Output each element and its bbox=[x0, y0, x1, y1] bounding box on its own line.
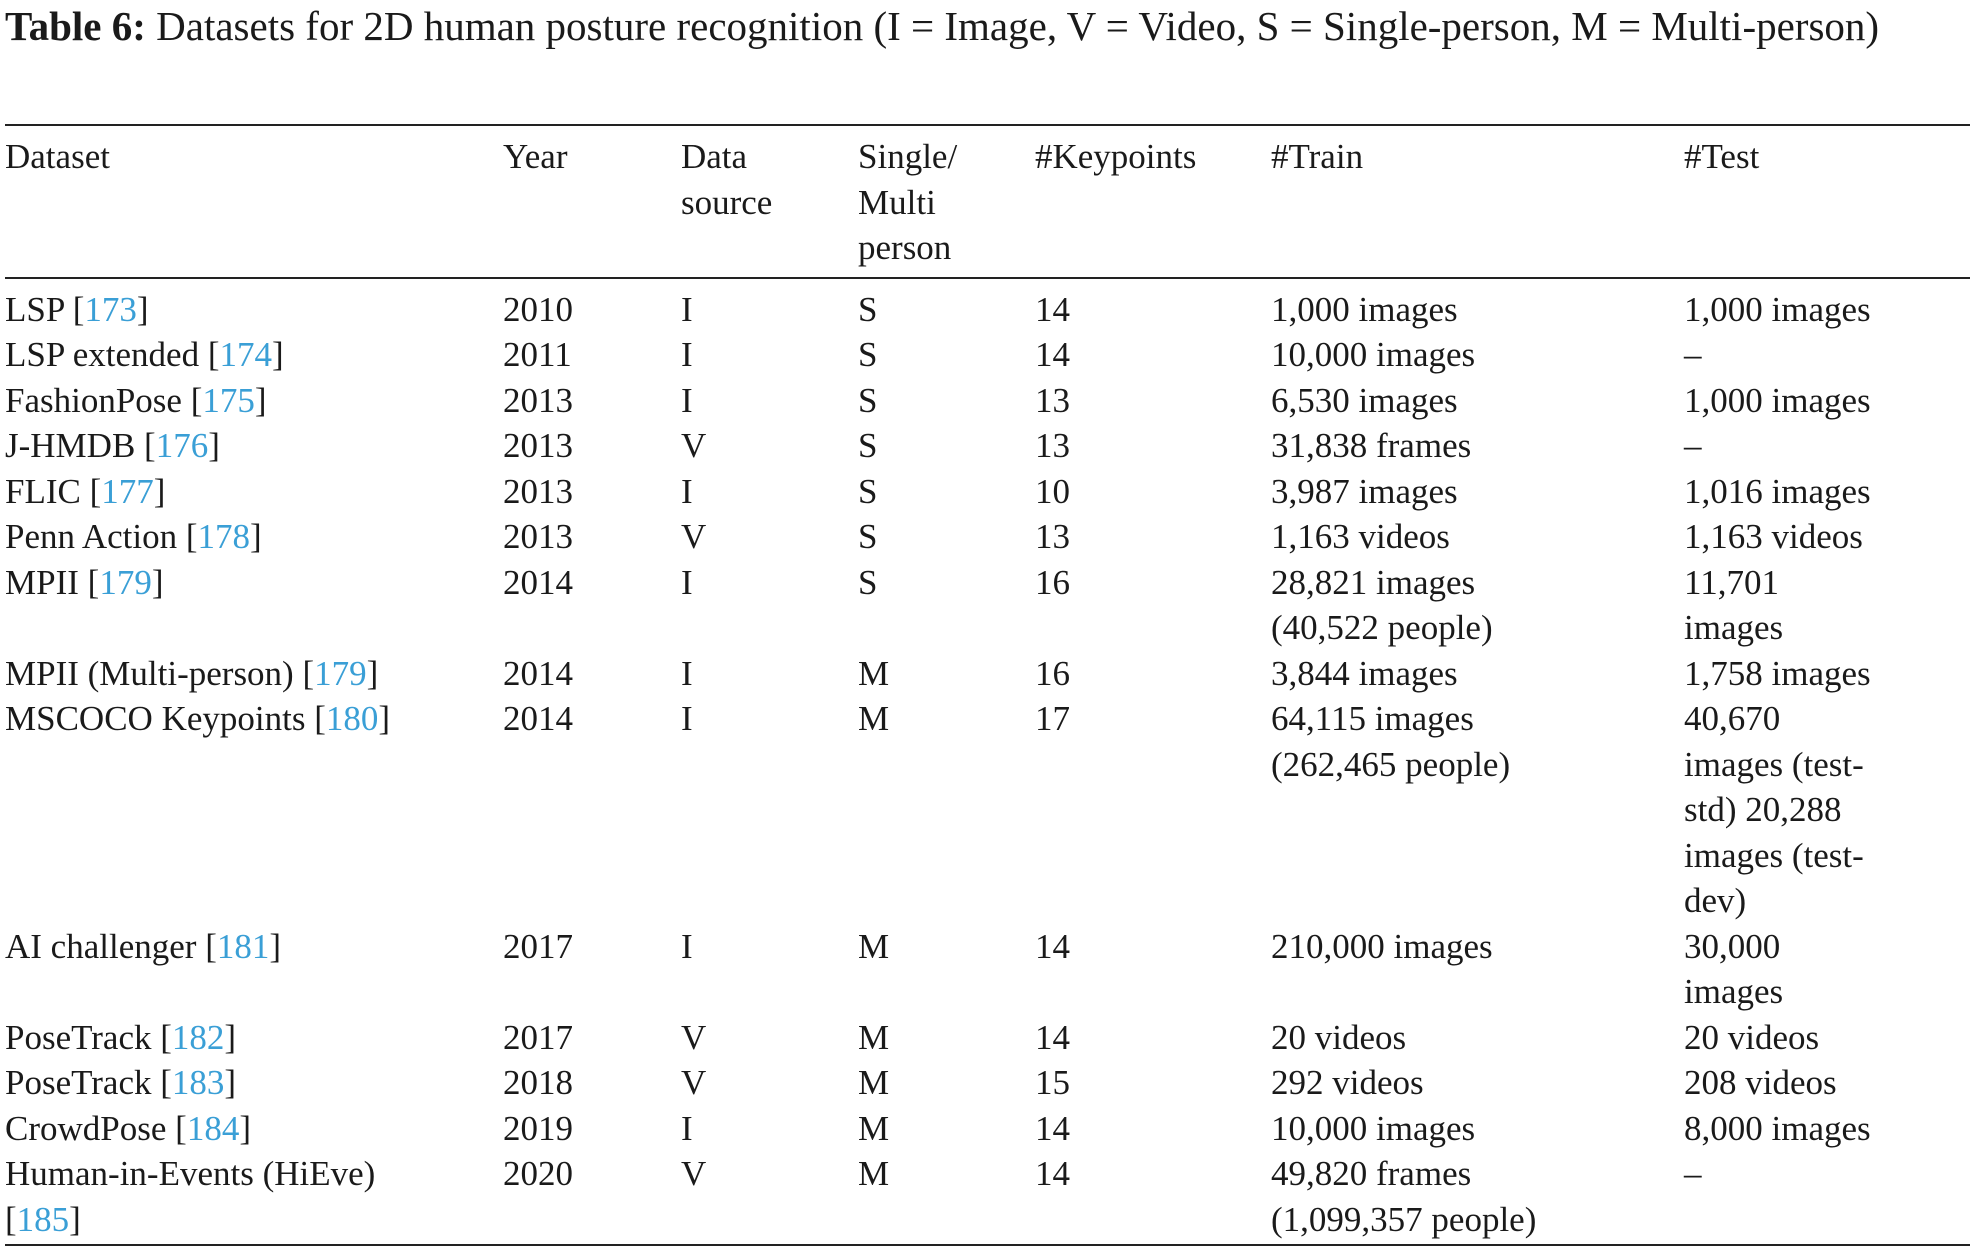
cell-single-multi-text: M bbox=[858, 1154, 890, 1193]
dataset-name: FLIC bbox=[5, 471, 81, 511]
cell-test-text: 11,701 images bbox=[1684, 562, 1784, 647]
cell-year bbox=[503, 423, 681, 469]
cell-data-source-text: V bbox=[681, 1154, 707, 1193]
header-dataset: Dataset bbox=[5, 137, 110, 176]
cell-single-multi bbox=[858, 1106, 1035, 1152]
cell-test-text: 8,000 images bbox=[1684, 1108, 1871, 1148]
cell-year bbox=[503, 651, 681, 697]
cell-train bbox=[1271, 469, 1684, 515]
table-caption bbox=[5, 0, 1970, 52]
header-keypoints: #Keypoints bbox=[1035, 137, 1197, 176]
header-train: #Train bbox=[1271, 137, 1364, 176]
cell-train-text: 64,115 images (262,465 people) bbox=[1271, 699, 1511, 784]
cell-single-multi-text: M bbox=[858, 653, 890, 693]
cell-single-multi-text: S bbox=[858, 335, 878, 374]
table-row bbox=[5, 924, 1970, 1015]
cell-year bbox=[503, 924, 681, 1015]
cell-train bbox=[1271, 1015, 1684, 1061]
cell-keypoints-text: 14 bbox=[1035, 1108, 1070, 1148]
cell-year bbox=[503, 514, 681, 560]
document-page bbox=[5, 0, 1970, 1239]
cell-single-multi-text: S bbox=[858, 289, 878, 329]
cell-year bbox=[503, 1060, 681, 1106]
cell-train-text: 20 videos bbox=[1271, 1017, 1407, 1057]
cell-single-multi bbox=[858, 469, 1035, 515]
citation-link[interactable]: 178 bbox=[197, 517, 250, 556]
dataset-name: MPII (Multi-person) bbox=[5, 653, 294, 693]
cell-data-source-text: V bbox=[681, 426, 707, 465]
cell-dataset bbox=[5, 696, 503, 924]
cell-year bbox=[503, 696, 681, 924]
cell-data-source-text: I bbox=[681, 699, 693, 738]
dataset-name: FashionPose bbox=[5, 380, 182, 420]
cell-train bbox=[1271, 1060, 1684, 1106]
cell-test-text: 1,016 images bbox=[1684, 471, 1871, 511]
cell-data-source bbox=[681, 278, 858, 333]
table-row bbox=[5, 1060, 1970, 1106]
cell-dataset bbox=[5, 423, 503, 469]
cell-dataset bbox=[5, 560, 503, 651]
cell-data-source-text: V bbox=[681, 517, 707, 556]
cell-data-source-text: I bbox=[681, 335, 693, 374]
cell-data-source-text: I bbox=[681, 471, 693, 511]
cell-single-multi bbox=[858, 423, 1035, 469]
cell-data-source bbox=[681, 1106, 858, 1152]
dataset-name: LSP extended bbox=[5, 335, 200, 374]
citation-link[interactable]: 173 bbox=[84, 289, 137, 329]
cell-train-text: 3,987 images bbox=[1271, 471, 1458, 511]
cell-test bbox=[1684, 696, 1970, 924]
cell-year-text: 2014 bbox=[503, 699, 573, 738]
cell-single-multi bbox=[858, 1151, 1035, 1245]
cell-single-multi-text: S bbox=[858, 426, 878, 465]
cell-train bbox=[1271, 1106, 1684, 1152]
cell-dataset bbox=[5, 278, 503, 333]
cell-dataset-wrap: J-HMDB [176] bbox=[5, 426, 220, 465]
cell-test bbox=[1684, 1106, 1970, 1152]
cell-single-multi-text: M bbox=[858, 1017, 890, 1057]
cell-single-multi bbox=[858, 278, 1035, 333]
header-data-source-text: Data source bbox=[681, 137, 773, 222]
dataset-name: PoseTrack bbox=[5, 1017, 152, 1057]
cell-keypoints-text: 13 bbox=[1035, 517, 1070, 556]
cell-test-text: 1,000 images bbox=[1684, 289, 1871, 329]
table-row bbox=[5, 278, 1970, 333]
cell-year-text: 2013 bbox=[503, 471, 573, 511]
cell-train bbox=[1271, 1151, 1684, 1245]
citation-link[interactable]: 184 bbox=[186, 1108, 240, 1148]
cell-test-text: 30,000 images bbox=[1684, 926, 1784, 1011]
cell-dataset-wrap: Human-in-Events (HiEve) [185] bbox=[5, 1154, 376, 1239]
cell-dataset-wrap: LSP extended [174] bbox=[5, 335, 284, 374]
cell-data-source bbox=[681, 924, 858, 1015]
citation-link[interactable]: 183 bbox=[171, 1063, 225, 1102]
cell-dataset-wrap: PoseTrack [182] bbox=[5, 1017, 237, 1057]
cell-train-text: 3,844 images bbox=[1271, 653, 1458, 693]
citation-link[interactable]: 185 bbox=[16, 1199, 70, 1239]
cell-single-multi-text: M bbox=[858, 1108, 890, 1148]
cell-data-source bbox=[681, 560, 858, 651]
cell-year-text: 2014 bbox=[503, 653, 573, 693]
dataset-name: MPII bbox=[5, 562, 79, 602]
cell-keypoints-text: 13 bbox=[1035, 380, 1070, 420]
cell-year bbox=[503, 1151, 681, 1245]
cell-train bbox=[1271, 514, 1684, 560]
cell-keypoints-text: 14 bbox=[1035, 289, 1070, 329]
dataset-name: PoseTrack bbox=[5, 1063, 152, 1102]
cell-dataset bbox=[5, 514, 503, 560]
cell-dataset bbox=[5, 1106, 503, 1152]
cell-test-text: 1,758 images bbox=[1684, 653, 1871, 693]
cell-keypoints-text: 16 bbox=[1035, 653, 1070, 693]
cell-train-text: 28,821 images (40,522 people) bbox=[1271, 562, 1493, 647]
cell-year bbox=[503, 378, 681, 424]
cell-single-multi-text: M bbox=[858, 1063, 890, 1102]
table-header-row bbox=[5, 125, 1970, 278]
cell-train-text: 1,163 videos bbox=[1271, 517, 1450, 556]
cell-keypoints bbox=[1035, 514, 1271, 560]
cell-test bbox=[1684, 1060, 1970, 1106]
cell-test-text: – bbox=[1684, 335, 1702, 374]
cell-year-text: 2014 bbox=[503, 562, 573, 602]
cell-data-source-text: I bbox=[681, 1108, 693, 1148]
cell-keypoints bbox=[1035, 1060, 1271, 1106]
dataset-name: CrowdPose bbox=[5, 1108, 167, 1148]
cell-data-source bbox=[681, 1151, 858, 1245]
citation-link[interactable]: 179 bbox=[99, 562, 152, 602]
cell-data-source-text: V bbox=[681, 1063, 707, 1102]
cell-data-source bbox=[681, 1015, 858, 1061]
cell-keypoints-text: 10 bbox=[1035, 471, 1070, 511]
cell-keypoints-text: 16 bbox=[1035, 562, 1070, 602]
cell-test-text: 1,000 images bbox=[1684, 380, 1871, 420]
cell-dataset bbox=[5, 469, 503, 515]
table-row bbox=[5, 423, 1970, 469]
header-data-source bbox=[681, 125, 858, 278]
cell-test bbox=[1684, 423, 1970, 469]
table-row bbox=[5, 332, 1970, 378]
cell-year bbox=[503, 469, 681, 515]
cell-data-source-text: I bbox=[681, 562, 693, 602]
cell-dataset bbox=[5, 1015, 503, 1061]
table-row bbox=[5, 651, 1970, 697]
cell-train-text: 10,000 images bbox=[1271, 1108, 1476, 1148]
table-row bbox=[5, 696, 1970, 924]
cell-single-multi-text: S bbox=[858, 562, 878, 602]
cell-single-multi bbox=[858, 924, 1035, 1015]
table-row bbox=[5, 378, 1970, 424]
cell-keypoints-text: 14 bbox=[1035, 1154, 1070, 1193]
cell-data-source bbox=[681, 423, 858, 469]
table-row bbox=[5, 1151, 1970, 1245]
cell-test bbox=[1684, 924, 1970, 1015]
cell-data-source-text: V bbox=[681, 1017, 707, 1057]
cell-dataset bbox=[5, 924, 503, 1015]
cell-year bbox=[503, 278, 681, 333]
dataset-name: J-HMDB bbox=[5, 426, 136, 465]
citation-link[interactable]: 180 bbox=[325, 699, 379, 738]
cell-test bbox=[1684, 469, 1970, 515]
cell-single-multi bbox=[858, 332, 1035, 378]
cell-keypoints bbox=[1035, 696, 1271, 924]
cell-train-text: 49,820 frames (1,099,357 people) bbox=[1271, 1154, 1537, 1239]
cell-train-text: 31,838 frames bbox=[1271, 426, 1472, 465]
cell-dataset-wrap: MPII (Multi-person) [179] bbox=[5, 653, 379, 693]
cell-keypoints bbox=[1035, 651, 1271, 697]
cell-train bbox=[1271, 278, 1684, 333]
cell-test-text: 208 videos bbox=[1684, 1063, 1837, 1102]
cell-keypoints bbox=[1035, 423, 1271, 469]
cell-keypoints bbox=[1035, 378, 1271, 424]
cell-keypoints bbox=[1035, 1015, 1271, 1061]
cell-test bbox=[1684, 378, 1970, 424]
cell-train-text: 1,000 images bbox=[1271, 289, 1458, 329]
cell-year bbox=[503, 560, 681, 651]
cell-keypoints-text: 15 bbox=[1035, 1063, 1070, 1102]
cell-test bbox=[1684, 514, 1970, 560]
cell-year-text: 2017 bbox=[503, 926, 573, 966]
table-row bbox=[5, 560, 1970, 651]
cell-year-text: 2013 bbox=[503, 517, 573, 556]
dataset-name: MSCOCO Keypoints bbox=[5, 699, 306, 738]
cell-dataset bbox=[5, 1060, 503, 1106]
citation-link[interactable]: 176 bbox=[155, 426, 209, 465]
cell-train-text: 6,530 images bbox=[1271, 380, 1458, 420]
cell-dataset-wrap: Penn Action [178] bbox=[5, 517, 262, 556]
citation-link[interactable]: 177 bbox=[101, 471, 154, 511]
table-row bbox=[5, 1106, 1970, 1152]
cell-data-source bbox=[681, 469, 858, 515]
cell-data-source-text: I bbox=[681, 289, 693, 329]
cell-dataset bbox=[5, 651, 503, 697]
cell-year bbox=[503, 1106, 681, 1152]
cell-data-source-text: I bbox=[681, 380, 693, 420]
cell-test bbox=[1684, 560, 1970, 651]
caption-label: Table 6: bbox=[5, 3, 146, 49]
table-body bbox=[5, 278, 1970, 1246]
dataset-name: AI challenger bbox=[5, 926, 197, 966]
cell-year-text: 2019 bbox=[503, 1108, 573, 1148]
cell-single-multi-text: M bbox=[858, 926, 890, 966]
cell-data-source bbox=[681, 514, 858, 560]
cell-single-multi-text: M bbox=[858, 699, 890, 738]
citation-link[interactable]: 175 bbox=[202, 380, 255, 420]
cell-dataset-wrap: LSP [173] bbox=[5, 289, 149, 329]
cell-keypoints-text: 14 bbox=[1035, 1017, 1070, 1057]
cell-single-multi bbox=[858, 378, 1035, 424]
cell-dataset bbox=[5, 332, 503, 378]
cell-data-source-text: I bbox=[681, 926, 693, 966]
cell-dataset-wrap: FashionPose [175] bbox=[5, 380, 267, 420]
cell-keypoints bbox=[1035, 560, 1271, 651]
cell-year-text: 2020 bbox=[503, 1154, 573, 1193]
cell-train-text: 210,000 images bbox=[1271, 926, 1493, 966]
cell-train-text: 292 videos bbox=[1271, 1063, 1424, 1102]
cell-year-text: 2013 bbox=[503, 426, 573, 465]
cell-year-text: 2017 bbox=[503, 1017, 573, 1057]
cell-year-text: 2018 bbox=[503, 1063, 573, 1102]
cell-dataset-wrap: MSCOCO Keypoints [180] bbox=[5, 699, 391, 738]
header-single-multi-text: Single/ Multi person bbox=[858, 137, 958, 267]
cell-year bbox=[503, 332, 681, 378]
cell-keypoints bbox=[1035, 924, 1271, 1015]
cell-dataset-wrap: MPII [179] bbox=[5, 562, 164, 602]
cell-data-source bbox=[681, 332, 858, 378]
cell-train bbox=[1271, 924, 1684, 1015]
header-test: #Test bbox=[1684, 137, 1760, 176]
cell-test-text: 40,670 images (test-std) 20,288 images (test-dev) bbox=[1684, 699, 1864, 920]
cell-keypoints bbox=[1035, 1151, 1271, 1245]
cell-data-source bbox=[681, 1060, 858, 1106]
cell-train-text: 10,000 images bbox=[1271, 335, 1476, 374]
cell-keypoints-text: 14 bbox=[1035, 926, 1070, 966]
cell-single-multi bbox=[858, 560, 1035, 651]
cell-train bbox=[1271, 560, 1684, 651]
cell-dataset-wrap: CrowdPose [184] bbox=[5, 1108, 251, 1148]
cell-keypoints bbox=[1035, 469, 1271, 515]
cell-dataset-wrap: FLIC [177] bbox=[5, 471, 166, 511]
caption-text: Datasets for 2D human posture recognition (I = Image, V = Video, S = Single-person, M = Multi-person) bbox=[145, 3, 1880, 49]
cell-single-multi bbox=[858, 1015, 1035, 1061]
cell-test-text: 20 videos bbox=[1684, 1017, 1820, 1057]
cell-single-multi-text: S bbox=[858, 380, 878, 420]
cell-dataset bbox=[5, 378, 503, 424]
cell-test bbox=[1684, 651, 1970, 697]
citation-link[interactable]: 179 bbox=[314, 653, 367, 693]
cell-train bbox=[1271, 378, 1684, 424]
cell-keypoints-text: 13 bbox=[1035, 426, 1070, 465]
cell-keypoints-text: 17 bbox=[1035, 699, 1070, 738]
cell-dataset bbox=[5, 1151, 503, 1245]
table-row bbox=[5, 469, 1970, 515]
cell-test-text: 1,163 videos bbox=[1684, 517, 1863, 556]
cell-single-multi bbox=[858, 1060, 1035, 1106]
cell-single-multi bbox=[858, 651, 1035, 697]
datasets-table bbox=[5, 124, 1970, 1246]
cell-single-multi-text: S bbox=[858, 517, 878, 556]
cell-data-source bbox=[681, 651, 858, 697]
cell-single-multi-text: S bbox=[858, 471, 878, 511]
cell-year bbox=[503, 1015, 681, 1061]
cell-test-text: – bbox=[1684, 1154, 1702, 1193]
cell-year-text: 2013 bbox=[503, 380, 573, 420]
cell-test bbox=[1684, 1015, 1970, 1061]
cell-test bbox=[1684, 1151, 1970, 1245]
cell-keypoints bbox=[1035, 1106, 1271, 1152]
cell-data-source bbox=[681, 696, 858, 924]
cell-year-text: 2011 bbox=[503, 335, 572, 374]
cell-train bbox=[1271, 332, 1684, 378]
cell-test-text: – bbox=[1684, 426, 1702, 465]
citation-link[interactable]: 174 bbox=[219, 335, 272, 374]
cell-test bbox=[1684, 332, 1970, 378]
table-row bbox=[5, 514, 1970, 560]
citation-link[interactable]: 181 bbox=[216, 926, 270, 966]
table-row bbox=[5, 1015, 1970, 1061]
cell-data-source-text: I bbox=[681, 653, 693, 693]
cell-train bbox=[1271, 651, 1684, 697]
dataset-name: LSP bbox=[5, 289, 65, 329]
cell-keypoints bbox=[1035, 278, 1271, 333]
header-year: Year bbox=[503, 137, 568, 176]
dataset-name: Human-in-Events (HiEve) bbox=[5, 1154, 376, 1193]
cell-test bbox=[1684, 278, 1970, 333]
citation-link[interactable]: 182 bbox=[171, 1017, 225, 1057]
dataset-name: Penn Action bbox=[5, 517, 178, 556]
cell-single-multi bbox=[858, 696, 1035, 924]
cell-train bbox=[1271, 423, 1684, 469]
cell-keypoints-text: 14 bbox=[1035, 335, 1070, 374]
cell-keypoints bbox=[1035, 332, 1271, 378]
cell-single-multi bbox=[858, 514, 1035, 560]
cell-dataset-wrap: PoseTrack [183] bbox=[5, 1063, 237, 1102]
cell-train bbox=[1271, 696, 1684, 924]
cell-dataset-wrap: AI challenger [181] bbox=[5, 926, 281, 966]
cell-data-source bbox=[681, 378, 858, 424]
cell-year-text: 2010 bbox=[503, 289, 573, 329]
header-single-multi bbox=[858, 125, 1035, 278]
